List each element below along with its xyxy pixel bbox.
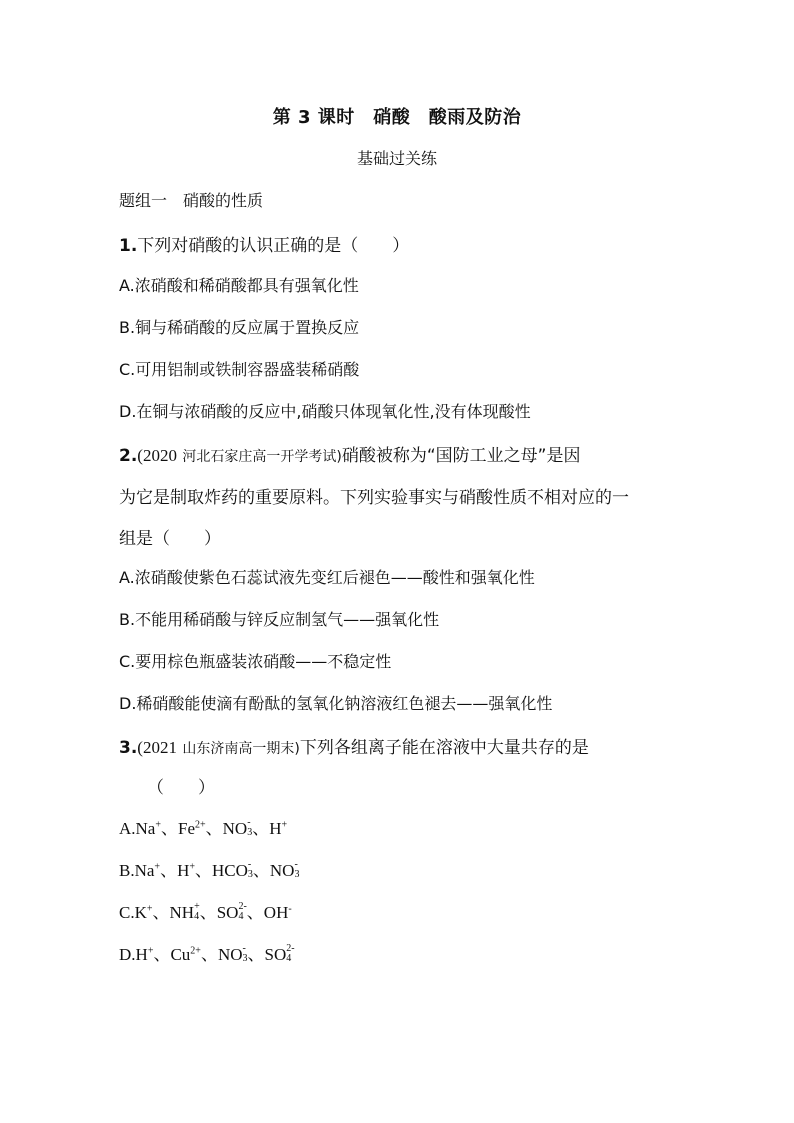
question-2-option-d: D.稀硝酸能使滴有酚酞的氢氧化钠溶液红色褪去——强氧化性 [119, 694, 553, 713]
question-source: 河北石家庄高一开学考试) [182, 449, 342, 465]
separator: 、 [247, 945, 265, 964]
separator: 、 [152, 903, 170, 922]
ion-charge-subscript: - 3 [242, 943, 248, 965]
ion-charge-subscript: - 3 [247, 859, 253, 881]
question-3-option-d [119, 940, 295, 966]
question-3-answer-blank: （ ） [147, 778, 215, 798]
ion-charge: 2+ [190, 945, 201, 957]
option-label: D. [119, 945, 136, 964]
separator: 、 [205, 819, 223, 838]
ion-formula: OH [263, 903, 289, 922]
ion-charge-subscript: - 3 [247, 817, 253, 839]
separator: 、 [160, 861, 178, 880]
ion-formula: HCO [211, 861, 248, 880]
question-text: 下列各组离子能在溶液中大量共存的是 [299, 738, 589, 758]
page-subtitle: 基础过关练 [356, 149, 437, 168]
question-text: 硝酸被称为“国防工业之母”是因 [341, 446, 581, 466]
ion-formula: H [269, 819, 282, 838]
ion-charge: 2+ [195, 819, 206, 831]
question-text: 下列对硝酸的认识正确的是（ ） [137, 236, 410, 256]
question-source: 山东济南高一期末) [182, 741, 300, 757]
ion-charge: - [288, 903, 292, 915]
ion-charge: + [189, 861, 195, 873]
separator: 、 [153, 945, 171, 964]
ion-charge: + [281, 819, 288, 831]
ion-charge-subscript: 2- 4 [238, 901, 247, 923]
ion-formula: SO [264, 945, 287, 964]
ion-formula: Na [134, 861, 155, 880]
ion-charge: + [147, 945, 154, 957]
section-label: 题组一 硝酸的性质 [119, 191, 264, 210]
ion-formula: H [135, 945, 148, 964]
ion-charge-subscript: - 3 [294, 859, 300, 881]
ion-formula: NH [169, 903, 195, 922]
ion-formula: NO [222, 819, 248, 838]
ion-formula: Fe [178, 819, 195, 838]
ion-formula: Cu [170, 945, 191, 964]
ion-charge-subscript: 2- 4 [286, 943, 295, 965]
question-1-option-b: B.铜与稀硝酸的反应属于置换反应 [119, 318, 360, 337]
question-number: 1. [119, 236, 138, 256]
option-label: B. [119, 861, 135, 880]
separator: 、 [200, 945, 218, 964]
separator: 、 [252, 819, 270, 838]
option-label: A. [119, 819, 136, 838]
question-2-option-c: C.要用棕色瓶盛装浓硝酸——不稳定性 [119, 652, 392, 671]
ion-charge-subscript: + 4 [194, 901, 200, 923]
question-2-stem-line-1 [119, 441, 580, 466]
separator: 、 [161, 819, 178, 838]
ion-formula: SO [216, 903, 239, 922]
ion-formula: H [177, 861, 190, 880]
ion-charge: + [155, 819, 161, 831]
question-2-option-a: A.浓硝酸使紫色石蕊试液先变红后褪色——酸性和强氧化性 [119, 568, 535, 587]
question-3-option-c [119, 898, 292, 924]
separator: 、 [246, 903, 264, 922]
option-label: C. [119, 903, 135, 922]
question-2-stem-line-3: 组是（ ） [119, 529, 221, 549]
ion-formula: K [134, 903, 147, 922]
question-3-option-a [119, 814, 287, 840]
question-number: 2. [119, 446, 138, 466]
question-number: 3. [119, 738, 138, 758]
ion-formula: Na [135, 819, 156, 838]
question-2-stem-line-2: 为它是制取炸药的重要原料。下列实验事实与硝酸性质不相对应的一 [119, 488, 629, 508]
ion-formula: NO [217, 945, 243, 964]
question-source-year: (2021 [137, 738, 177, 757]
separator: 、 [252, 861, 270, 880]
separator: 、 [199, 903, 217, 922]
question-1-option-d: D.在铜与浓硝酸的反应中,硝酸只体现氧化性,没有体现酸性 [119, 402, 531, 421]
question-3-stem-line-1 [119, 733, 589, 758]
question-source-year: (2020 [137, 446, 177, 465]
question-2-option-b: B.不能用稀硝酸与锌反应制氢气——强氧化性 [119, 610, 440, 629]
question-1-stem [119, 231, 409, 256]
ion-formula: NO [269, 861, 295, 880]
separator: 、 [194, 861, 212, 880]
question-1-option-a: A.浓硝酸和稀硝酸都具有强氧化性 [119, 276, 359, 295]
question-1-option-c: C.可用铝制或铁制容器盛装稀硝酸 [119, 360, 360, 379]
ion-charge: + [154, 861, 161, 873]
question-3-option-b [119, 856, 299, 882]
ion-charge: + [146, 903, 153, 915]
page-title: 第 3 课时 硝酸 酸雨及防治 [272, 107, 522, 128]
